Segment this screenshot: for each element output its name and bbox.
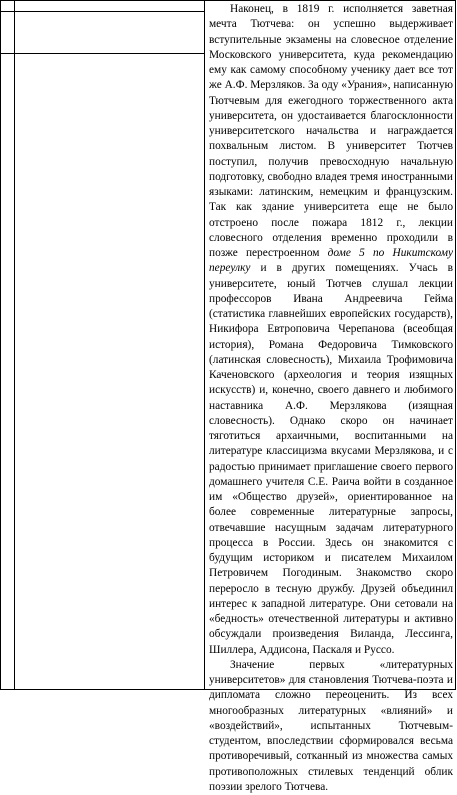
text-run: Значение первых «литературных университетов» для становления Тютчева-поэта и дипломата сложно переоценить. Из всех многообразных литературных «влияний» и «воздействий», испытанных Тютчевым-студентом, впоследствии сформировался весьма противоречивый, сотканный из множества самых противоположных стилевых тенденций облик поэзии зрелого Тютчева. xyxy=(209,658,453,793)
address-text: доме 5 по Никитскому переулку xyxy=(209,247,454,275)
paragraph xyxy=(209,2,453,658)
text-run: и в других помещениях. Учась в университете, юный Тютчев слушал лекции профессоров Ивана Андреевича Гейма (статистика главнейших европейских государств), Никифора Евтроповича Черепанова (всеобщая история), Романа Федоровича Тимковского (латинская словесность), Михаила Трофимовича Каченовского (археология и теория изящных искусств) и, конечно, своего давнего и любимого наставника А.Ф. Мерзлякова (изящная словесность). Однако скоро он начинает тяготиться архаичными, воспитанными на литературе классицизма вкусами Мерзлякова, и с радостью принимает приглашение своего первого домашнего учителя С.Е. Раича войти в созданное им «Общество друзей», ориентированное на более современные литературные запросы, отвечавшие насущным задачам литературного процесса в России. Здесь он знакомится с будущим историком и писателем Михаилом Петровичем Погодиным. Знакомство скоро переросло в тесную дружбу. Друзей объединил интерес к западной литературе. Они сетовали на «бедность» отечественной литературы и активно обсуждали произведения Виланда, Лессинга, Шиллера, Аддисона, Паскаля и Руссо. xyxy=(209,262,453,656)
body-text-cell xyxy=(209,2,453,795)
table-column-divider xyxy=(14,1,15,689)
paragraph xyxy=(209,658,453,795)
table-row-divider xyxy=(1,53,15,54)
table-row-divider xyxy=(1,11,15,12)
table-row-divider xyxy=(15,11,204,12)
table-column-divider xyxy=(204,1,205,689)
text-run: Наконец, в 1819 г. исполняется заветная мечта Тютчева: он успешно выдерживает вступительные экзамены на словесное отделение Московского университета, куда рекомендацию ему как самому способному ученику дает все тот же А.Ф. Мерзляков. За оду «Урания», написанную Тютчевым для ежегодного торжественного акта университета, он удостаивается благосклонности университетского начальства и награждается похвальным листом. В университет Тютчев поступил, получив превосходную начальную подготовку, свободно владея тремя иностранными языками: латинским, немецким и французским. Так как здание университета еще не было отстроено после пожара 1812 г., лекции словесного отделения временно проходили в позже перестроенном xyxy=(209,3,453,259)
table-row-divider xyxy=(15,53,204,54)
